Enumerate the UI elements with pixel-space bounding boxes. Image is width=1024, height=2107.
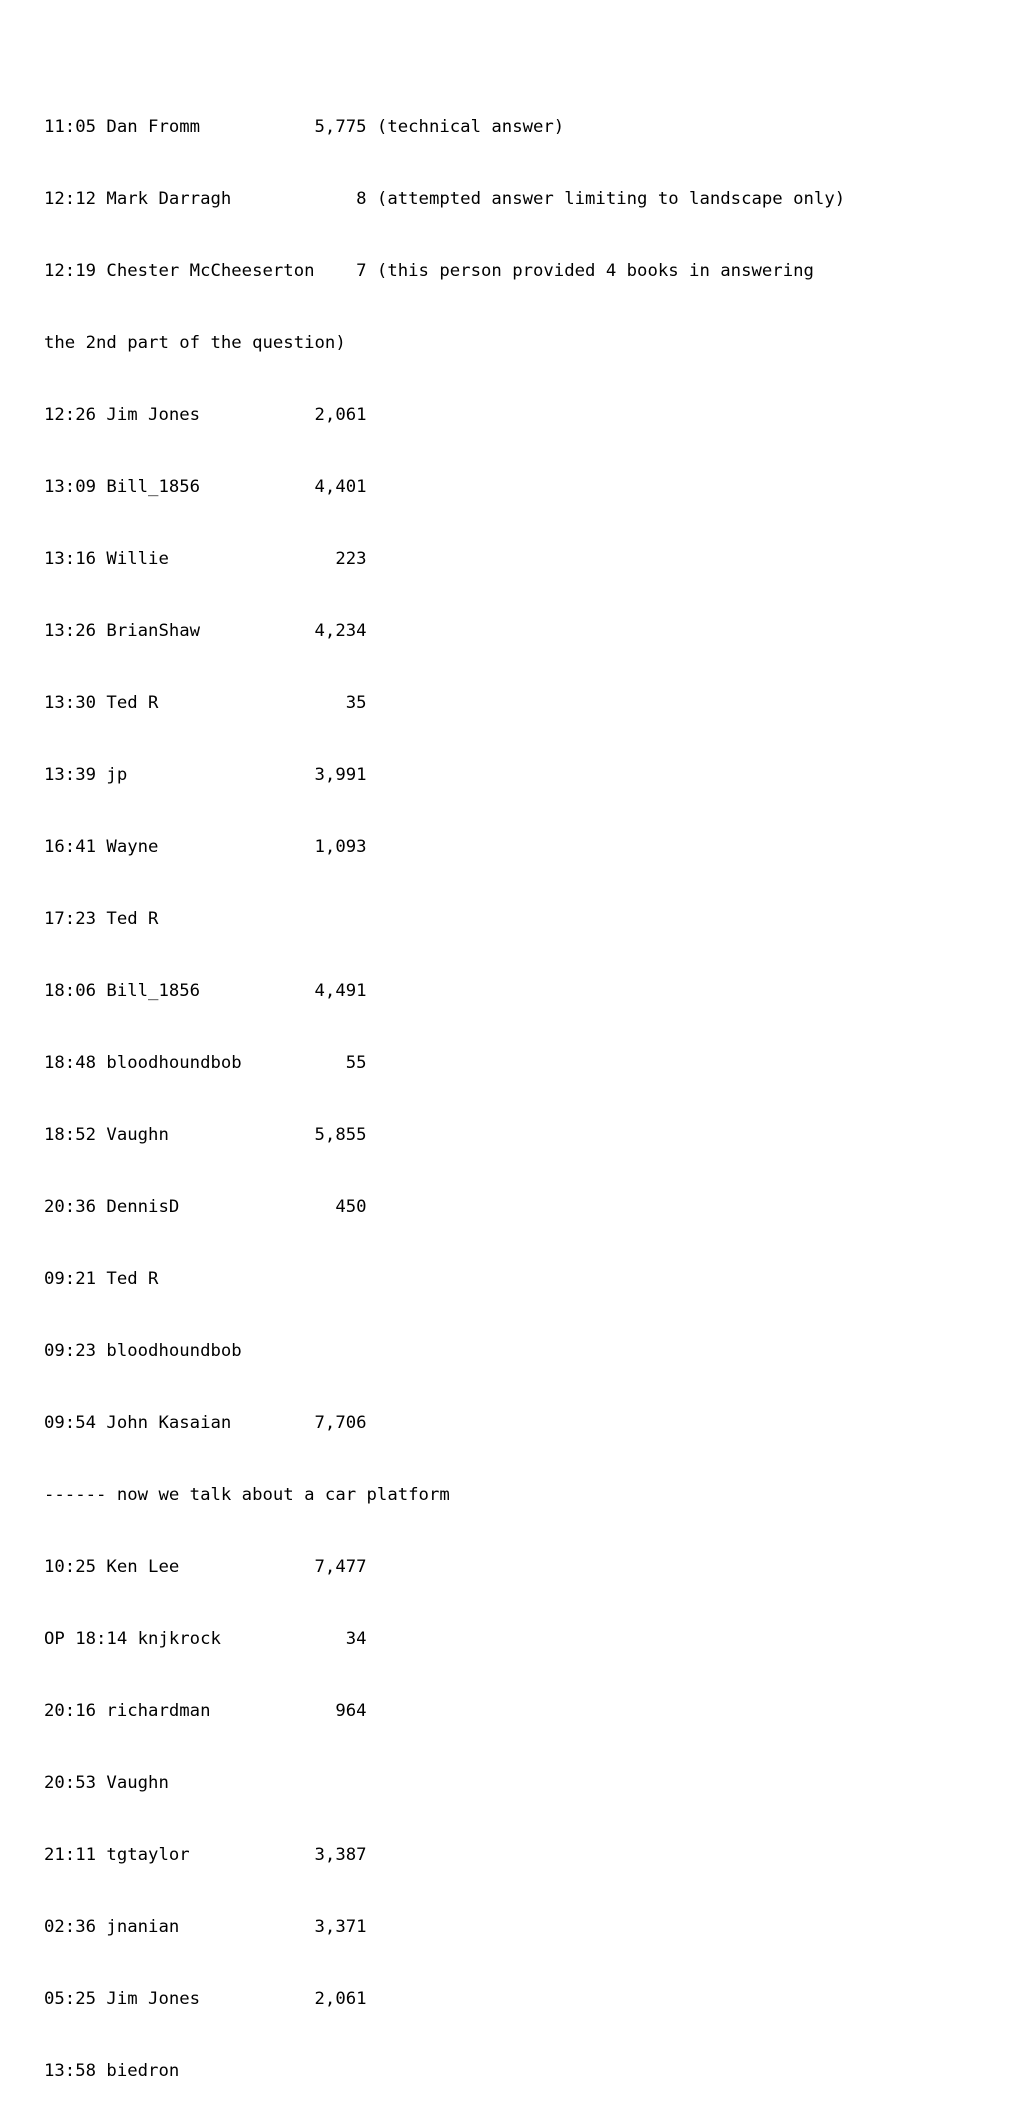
text-line-6: 13:09 Bill_1856 4,401	[44, 477, 367, 497]
text-line-27: 05:25 Jim Jones 2,061	[44, 1989, 367, 2009]
text-line-1: 11:05 Dan Fromm 5,775 (technical answer)	[44, 117, 565, 137]
text-line-19: 09:54 John Kasaian 7,706	[44, 1413, 367, 1433]
text-line-7: 13:16 Willie 223	[44, 549, 367, 569]
text-line-17: 09:21 Ted R	[44, 1269, 159, 1289]
text-line-15: 18:52 Vaughn 5,855	[44, 1125, 367, 1145]
document-body	[44, 67, 1004, 2107]
text-line-20: ------ now we talk about a car platform	[44, 1485, 450, 1505]
text-line-23: 20:16 richardman 964	[44, 1701, 367, 1721]
text-line-9: 13:30 Ted R 35	[44, 693, 367, 713]
text-line-24: 20:53 Vaughn	[44, 1773, 169, 1793]
text-line-21: 10:25 Ken Lee 7,477	[44, 1557, 367, 1577]
text-line-5: 12:26 Jim Jones 2,061	[44, 405, 367, 425]
text-line-22: OP 18:14 knjkrock 34	[44, 1629, 367, 1649]
text-line-2: 12:12 Mark Darragh 8 (attempted answer limiting to landscape only)	[44, 189, 846, 209]
text-line-25: 21:11 tgtaylor 3,387	[44, 1845, 367, 1865]
text-line-3: 12:19 Chester McCheeserton 7 (this person provided 4 books in answering	[44, 261, 814, 281]
text-line-13: 18:06 Bill_1856 4,491	[44, 981, 367, 1001]
text-line-18: 09:23 bloodhoundbob	[44, 1341, 242, 1361]
text-line-14: 18:48 bloodhoundbob 55	[44, 1053, 367, 1073]
text-line-10: 13:39 jp 3,991	[44, 765, 367, 785]
text-line-4: the 2nd part of the question)	[44, 333, 346, 353]
text-line-8: 13:26 BrianShaw 4,234	[44, 621, 367, 641]
text-line-26: 02:36 jnanian 3,371	[44, 1917, 367, 1937]
text-line-12: 17:23 Ted R	[44, 909, 159, 929]
text-line-11: 16:41 Wayne 1,093	[44, 837, 367, 857]
text-line-16: 20:36 DennisD 450	[44, 1197, 367, 1217]
text-line-28: 13:58 biedron	[44, 2061, 180, 2081]
